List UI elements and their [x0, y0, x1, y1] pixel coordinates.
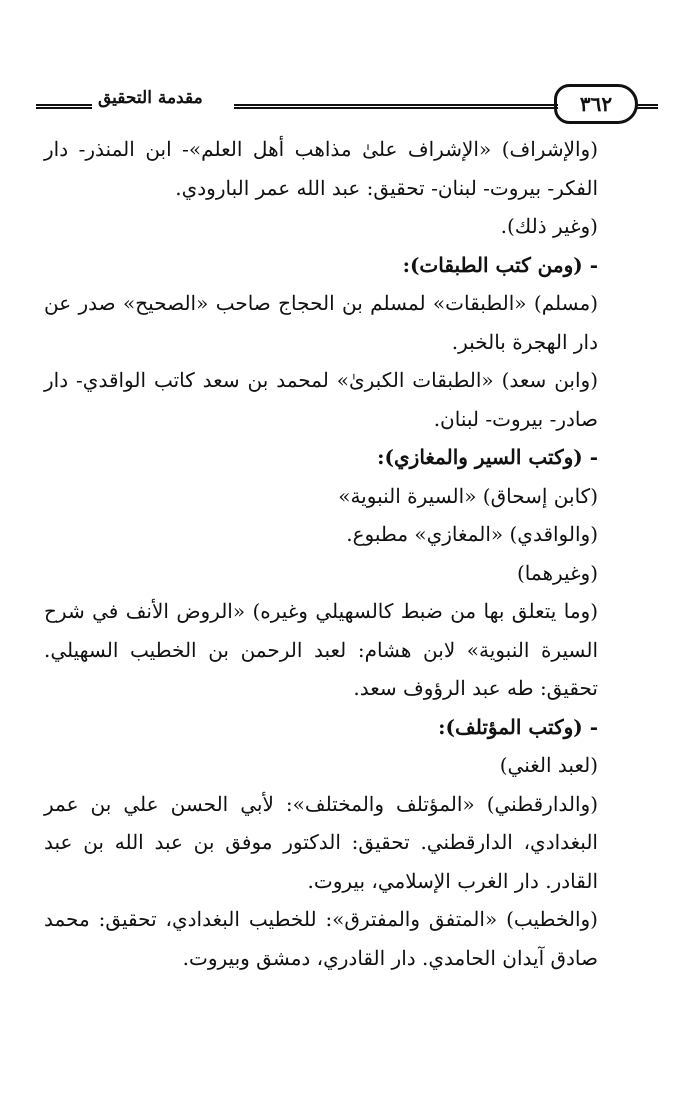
paragraph-muslim: (مسلم) «الطبقات» لمسلم بن الحجاج صاحب «الصحيح» صدر عن دار الهجرة بالخبر. — [44, 291, 598, 354]
header-rule-right — [636, 104, 658, 109]
page-header — [36, 76, 658, 132]
paragraph-ishraf: (والإشراف) «الإشراف علىٰ مذاهب أهل العلم»- ابن المنذر- دار الفكر- بيروت- لبنان- تحقيق: عبد الله عمر البارودي. — [44, 137, 598, 200]
page-number: ٣٦٢ — [554, 84, 638, 124]
paragraph-suhayli: (وما يتعلق بها من ضبط كالسهيلي وغيره) «الروض الأنف في شرح السيرة النبوية» لابن هشام: لعبد الرحمن بن الخطيب السهيلي. تحقيق: طه عبد الرؤوف سعد. — [44, 599, 598, 700]
paragraph-ibn-saad: (وابن سعد) «الطبقات الكبرىٰ» لمحمد بن سعد كاتب الواقدي- دار صادر- بيروت- لبنان. — [44, 368, 598, 431]
paragraph-daraqutni: (والدارقطني) «المؤتلف والمختلف»: لأبي الحسن علي بن عمر البغدادي، الدارقطني. تحقيق: الدكتور موفق بن عبد الله بن عبد القادر. دار الغرب الإسلامي، بيروت. — [44, 791, 598, 893]
header-rule-left — [36, 104, 92, 109]
header-rule-middle — [234, 104, 558, 109]
paragraph-khatib: (والخطيب) «المتفق والمفترق»: للخطيب البغدادي، تحقيق: محمد صادق آيدان الحامدي. دار القادري، دمشق وبيروت. — [44, 907, 598, 970]
section-heading-mutalif: - (وكتب المؤتلف): — [438, 714, 598, 739]
header-title: مقدمة التحقيق — [98, 88, 203, 108]
paragraph-others: (وغيرهما) — [517, 560, 598, 585]
paragraph-abd-alghani: (لعبد الغني) — [499, 753, 598, 777]
page-body — [44, 130, 634, 977]
section-heading-tabaqat: - (ومن كتب الطبقات): — [402, 252, 598, 277]
section-heading-siyar: - (وكتب السير والمغازي): — [377, 445, 598, 469]
paragraph-ibn-ishaq: (كابن إسحاق) «السيرة النبوية» — [338, 483, 598, 508]
paragraph-waqidi: (والواقدي) «المغازي» مطبوع. — [346, 522, 598, 546]
paragraph-and-others: (وغير ذلك). — [500, 214, 598, 238]
